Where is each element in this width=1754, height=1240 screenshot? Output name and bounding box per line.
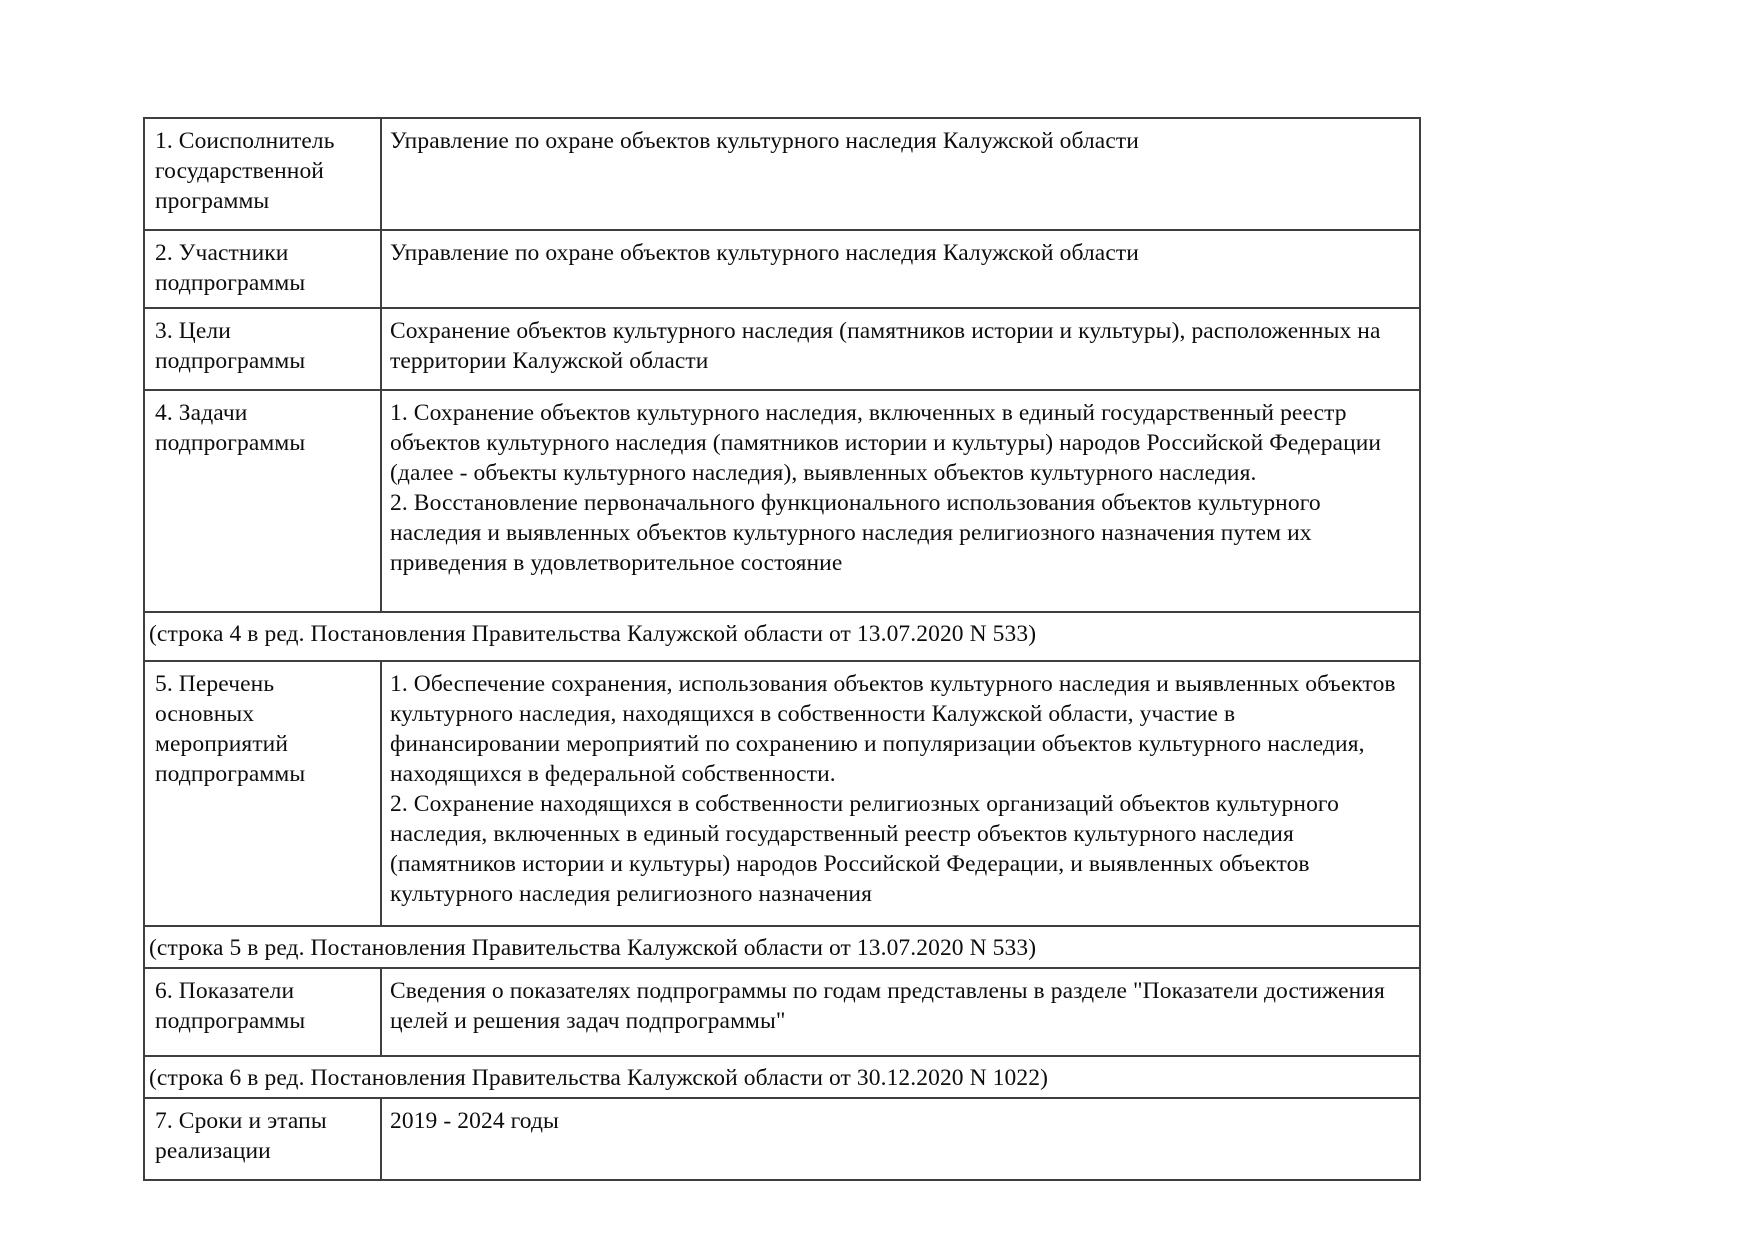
table-row (144, 1098, 1420, 1180)
table-row (144, 118, 1420, 230)
amendment-row (144, 1056, 1420, 1098)
row-content (381, 118, 1420, 230)
row-content (381, 968, 1420, 1056)
content-paragraph: Управление по охране объектов культурного наследия Калужской области (390, 128, 1139, 154)
amendment-row (144, 612, 1420, 661)
content-paragraph: 2. Восстановление первоначального функционального использования объектов культурного наследия и выявленных объектов культурного наследия религиозного назначения путем их приведения в удовлетворительное состояние (390, 490, 1321, 576)
row-label: 2. Участники подпрограммы (144, 230, 381, 308)
amendment-note: (строка 6 в ред. Постановления Правительства Калужской области от 30.12.2020 N 1022) (144, 1056, 1420, 1098)
table-row (144, 661, 1420, 926)
content-paragraph: Сведения о показателях подпрограммы по годам представлены в разделе "Показатели достижения целей и решения задач подпрограммы" (390, 978, 1385, 1034)
table-row (144, 390, 1420, 612)
amendment-note: (строка 5 в ред. Постановления Правительства Калужской области от 13.07.2020 N 533) (144, 926, 1420, 968)
row-label: 3. Цели подпрограммы (144, 308, 381, 390)
row-content (381, 308, 1420, 390)
row-label: 5. Перечень основных мероприятий подпрограммы (144, 661, 381, 926)
content-paragraph: 2019 - 2024 годы (390, 1108, 559, 1134)
amendment-note: (строка 4 в ред. Постановления Правительства Калужской области от 13.07.2020 N 533) (144, 612, 1420, 661)
row-label: 7. Сроки и этапы реализации (144, 1098, 381, 1180)
program-passport-table (143, 117, 1421, 1181)
table-row (144, 230, 1420, 308)
amendment-row (144, 926, 1420, 968)
content-paragraph: 2. Сохранение находящихся в собственности религиозных организаций объектов культурного наследия, включенных в единый государственный реестр объектов культурного наследия (памятников истории и культуры) народов Российской Федерации, и выявленных объектов культурного наследия религиозного назначения (390, 791, 1339, 907)
content-paragraph: 1. Сохранение объектов культурного наследия, включенных в единый государственный реестр объектов культурного наследия (памятников истории и культуры) народов Российской Федерации (далее - объекты культурного наследия), выявленных объектов культурного наследия. (390, 400, 1382, 486)
content-paragraph: Сохранение объектов культурного наследия (памятников истории и культуры), расположенных на территории Калужской области (390, 318, 1381, 374)
row-content (381, 230, 1420, 308)
row-label: 6. Показатели подпрограммы (144, 968, 381, 1056)
row-content (381, 390, 1420, 612)
content-paragraph: 1. Обеспечение сохранения, использования объектов культурного наследия и выявленных объектов культурного наследия, находящихся в собственности Калужской области, участие в финансировании мероприятий по сохранению и популяризации объектов культурного наследия, находящихся в федеральной собственности. (390, 671, 1396, 787)
row-label: 1. Соисполнитель государственной программы (144, 118, 381, 230)
row-label: 4. Задачи подпрограммы (144, 390, 381, 612)
row-content (381, 661, 1420, 926)
row-content (381, 1098, 1420, 1180)
content-paragraph: Управление по охране объектов культурного наследия Калужской области (390, 240, 1139, 266)
table-row (144, 968, 1420, 1056)
table-row (144, 308, 1420, 390)
